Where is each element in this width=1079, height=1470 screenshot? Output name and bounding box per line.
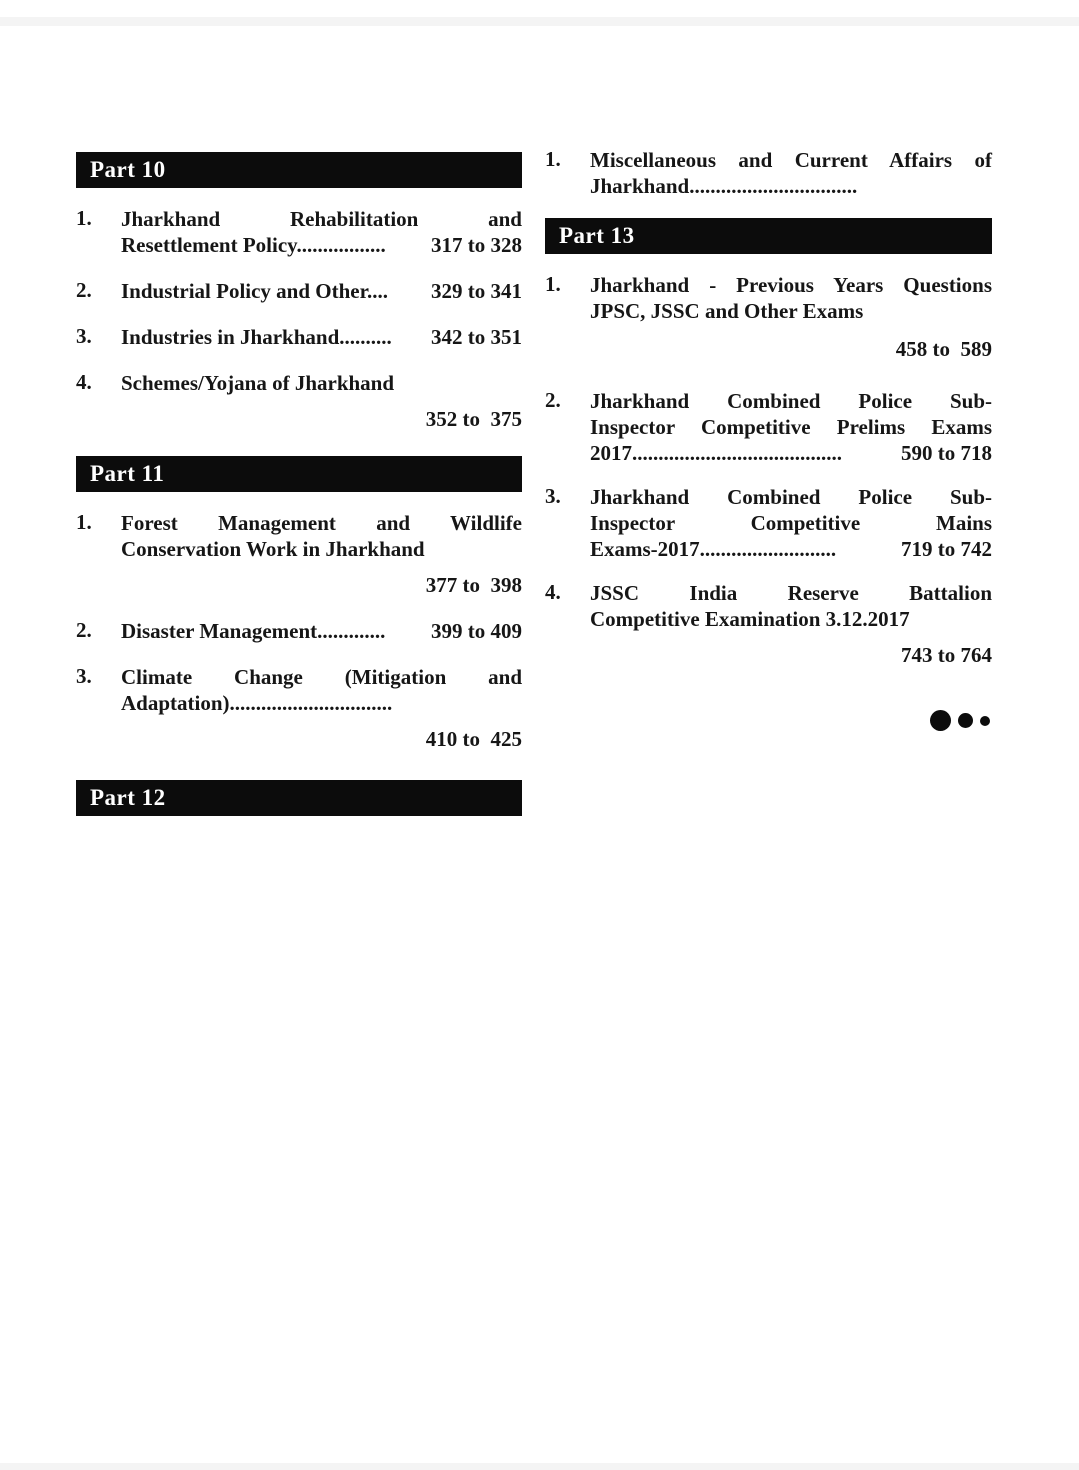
toc-item: [76, 370, 522, 432]
item-number: 2.: [76, 278, 92, 302]
page-range: 590 to 718: [901, 441, 992, 465]
item-line: [121, 324, 522, 350]
item-number: 3.: [76, 664, 92, 688]
item-line: Forest Management and Wildlife: [121, 511, 522, 535]
item-line: [590, 536, 992, 562]
page-range: 458 to 589: [895, 337, 992, 361]
item-number: 1.: [545, 147, 561, 171]
item-number: 1.: [76, 206, 92, 230]
item-line: Inspector Competitive Prelims Exams: [590, 415, 992, 439]
item-title-leader: Exams-2017..........................: [590, 537, 837, 561]
item-line: Schemes/Yojana of Jharkhand: [121, 371, 395, 395]
item-line: Jharkhand Rehabilitation and: [121, 207, 522, 231]
item-line: Competitive Examination 3.12.2017: [590, 607, 910, 631]
item-number: 3.: [545, 484, 561, 508]
item-number: 4.: [545, 580, 561, 604]
page-range: 410 to 425: [425, 727, 522, 751]
item-title-leader: Disaster Management.............: [121, 619, 386, 643]
toc-item: [545, 388, 992, 466]
toc-right-column: [545, 0, 992, 731]
item-line: Miscellaneous and Current Affairs of: [590, 148, 992, 172]
toc-item: [76, 510, 522, 598]
item-line: [121, 232, 522, 258]
page-range: 399 to 409: [431, 619, 522, 643]
toc-item: [76, 324, 522, 350]
dot-large-icon: [930, 710, 951, 731]
page-range: 719 to 742: [901, 537, 992, 561]
part-13-header: Part 13: [545, 218, 992, 254]
item-line: Inspector Competitive Mains: [590, 511, 992, 535]
item-line: Climate Change (Mitigation and: [121, 665, 522, 689]
part-10-header: Part 10: [76, 152, 522, 188]
item-line: Jharkhand - Previous Years Questions: [590, 273, 992, 297]
part-11-header: Part 11: [76, 456, 522, 492]
toc-item: [76, 618, 522, 644]
toc-left-column: [76, 0, 522, 816]
page-range: 352 to 375: [425, 407, 522, 431]
item-line: Jharkhand Combined Police Sub-: [590, 485, 992, 509]
toc-item: [545, 272, 992, 362]
item-line: Jharkhand................................: [590, 174, 858, 198]
page-range: 377 to 398: [425, 573, 522, 597]
toc-item: [545, 147, 992, 199]
item-title-leader: Resettlement Policy.................: [121, 233, 386, 257]
item-title-leader: 2017........................................: [590, 441, 842, 465]
toc-item: [76, 278, 522, 304]
dot-medium-icon: [958, 713, 973, 728]
toc-item: [545, 580, 992, 668]
toc-item: [76, 664, 522, 752]
item-title-leader: Industries in Jharkhand..........: [121, 325, 392, 349]
item-title-leader: Industrial Policy and Other....: [121, 279, 389, 303]
toc-item: [545, 484, 992, 562]
bottom-scan-band: [0, 1463, 1079, 1470]
item-line: Jharkhand Combined Police Sub-: [590, 389, 992, 413]
item-line: [590, 440, 992, 466]
item-number: 1.: [545, 272, 561, 296]
item-number: 3.: [76, 324, 92, 348]
toc-item: [76, 206, 522, 258]
dot-small-icon: [980, 716, 990, 726]
item-line: [121, 618, 522, 644]
item-line: [121, 278, 522, 304]
item-line: JSSC India Reserve Battalion: [590, 581, 992, 605]
part-12-header: Part 12: [76, 780, 522, 816]
item-number: 2.: [545, 388, 561, 412]
item-number: 1.: [76, 510, 92, 534]
item-line: Conservation Work in Jharkhand: [121, 537, 425, 561]
page-range: 342 to 351: [431, 325, 522, 349]
item-line: Adaptation)...............................: [121, 691, 393, 715]
item-number: 4.: [76, 370, 92, 394]
page-range: 317 to 328: [431, 233, 522, 257]
ellipsis-dots-icon: [545, 710, 992, 731]
page-range: 329 to 341: [431, 279, 522, 303]
item-number: 2.: [76, 618, 92, 642]
page-range: 743 to 764: [901, 643, 992, 667]
item-line: JPSC, JSSC and Other Exams: [590, 299, 864, 323]
